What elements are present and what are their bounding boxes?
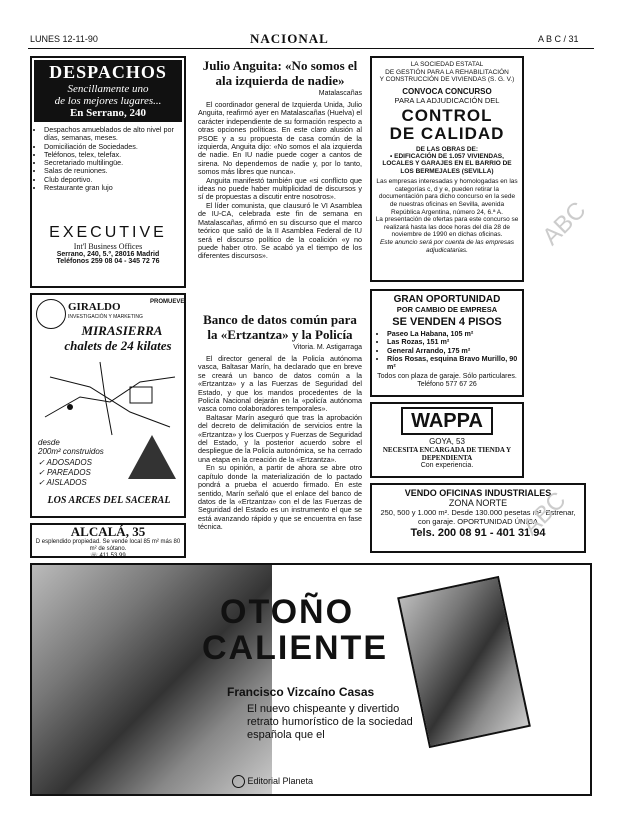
control-org-3: Y CONSTRUCCIÓN DE VIVIENDAS (S. G. V.): [379, 76, 515, 83]
control-title-1: CONTROL: [401, 105, 493, 125]
control-org-1: LA SOCIEDAD ESTATAL: [410, 61, 484, 68]
list-item: ✓ AISLADOS: [38, 478, 87, 487]
despachos-ad: [30, 56, 186, 288]
list-item: • General Arrando, 175 m²: [387, 347, 519, 355]
list-item: ✓ PAREADOS: [38, 468, 91, 477]
planeta-ad: [30, 563, 592, 796]
despachos-title: DESPACHOS: [49, 62, 167, 82]
giraldo-from: desde: [38, 438, 60, 447]
article-paragraph: Baltasar Marín aseguró que tras la aprobación del decreto de delimitación de servicios entre la «Ertzantza» y los Cuerpos y Fuerzas de Seguridad del Estado, y la posterior acuerdo sobre el despliegue de la Policía autonómica, se ha cerrado una etapa en la creación de la «Ertzantza».: [198, 412, 362, 464]
alcala-phone: ☏ 411 53 99: [90, 553, 126, 559]
article-headline: Banco de datos común para la «Ertzantza» y la Policía: [203, 312, 357, 342]
publisher-name: Editorial Planeta: [247, 775, 314, 786]
header-rule: [28, 48, 594, 49]
type-label: ADOSADOS: [46, 458, 92, 467]
watermark: ABC: [537, 196, 592, 251]
oportunidad-title: GRAN OPORTUNIDAD: [393, 294, 501, 305]
wappa-exp: Con experiencia.: [420, 462, 474, 469]
executive-phone: Teléfonos 259 08 04 - 345 72 76: [56, 258, 160, 266]
control-title-2: DE CALIDAD: [389, 123, 505, 143]
page-date: LUNES 12-11-90: [30, 34, 98, 44]
article-paragraph: El líder comunista, que clausuró le VI Asamblea de IU-CA, celebrada este fin de semana en Matalascañas, afirmó en su discurso que el marco teórico que salió de la II Asamblea Federal de IU será el discurso político de la coalición «y no puede haber otro. Se acabó ya el tiempo de los diferentes discursos».: [198, 200, 362, 261]
control-text-3: Este anuncio será por cuenta de las empresas adjudicatarias.: [379, 239, 515, 254]
despachos-location: En Serrano, 240: [69, 107, 147, 119]
article-headline: Julio Anguita: «No somos el ala izquierda de nadie»: [202, 58, 358, 88]
oficinas-zone: ZONA NORTE: [448, 498, 508, 508]
executive-logo: EXECUTIVE: [49, 224, 167, 242]
control-text-1: Las empresas interesadas y homologadas en las categorías c, d y e, pueden retirar la documentación para dicho concurso en la sede de nuestras oficinas en Sevilla, avenida República Argentina, número 24, 6.ª A.: [376, 178, 518, 216]
giraldo-headline-2: chalets de 24 kilates: [64, 338, 172, 353]
despachos-bullets: [32, 126, 184, 192]
article-paragraph: Anguita manifestó también que «si conflicto que ideas no puede haber multiplicidad de discursos y sí de propuestas a discutir entre nosotros».: [198, 175, 362, 202]
oficinas-title: VENDO OFICINAS INDUSTRIALES: [404, 488, 552, 498]
executive-address: Serrano, 240, 5.º, 28016 Madrid: [56, 251, 160, 259]
article-paragraph: En su opinión, a partir de ahora se abre otro capítulo donde la materialización de lo pactado pondrá a prueba el acuerdo firmado. En este sentido, Marín señaló que el enlace del banco de datos de la «Ertzantza» con el de las Fuerzas de Seguridad del Estado es un instrumento el que se está avanzando rápido y que se encuentra en fase técnica.: [198, 463, 362, 532]
wappa-logo: [401, 407, 493, 435]
giraldo-tag: PROMUEVE: [150, 299, 185, 305]
wappa-brand: WAPPA: [411, 410, 483, 432]
article-byline: Matalascañas: [318, 90, 362, 97]
blurb-line: española que el: [247, 729, 325, 741]
book-author: Francisco Vizcaíno Casas: [227, 685, 375, 699]
oportunidad-footer: Todos con plaza de garaje. Sólo particulares. Teléfono 577 67 26: [377, 373, 517, 389]
type-label: PAREADOS: [46, 468, 91, 477]
wappa-ad: [370, 402, 524, 478]
list-item: • Salas de reuniones.: [44, 167, 184, 175]
list-item: • Paseo La Habana, 105 m²: [387, 330, 519, 338]
giraldo-project: LOS ARCES DEL SACERAL: [47, 495, 171, 506]
tree-icon: [128, 435, 180, 485]
book-title-1: OTOÑO: [220, 593, 355, 631]
list-item: • Ríos Rosas, esquina Bravo Murillo, 90 m²: [387, 355, 519, 372]
list-item: • Secretariado multilingüe.: [44, 159, 184, 167]
control-obras: DE LAS OBRAS DE:: [415, 145, 479, 153]
giraldo-area: 200m² construidos: [38, 447, 104, 456]
control-detail: • EDIFICACIÓN DE 1.057 VIVIENDAS, LOCALES Y GARAJES EN EL BARRIO DE LOS BERMEJALES (SEVILLA): [382, 152, 512, 175]
blurb-line: El nuevo chispeante y divertido: [247, 703, 400, 715]
publisher-line: [232, 775, 313, 788]
oportunidad-ad: [370, 289, 524, 397]
oportunidad-headline: SE VENDEN 4 PISOS: [392, 316, 502, 328]
despachos-subtitle-1: Sencillamente uno: [67, 83, 149, 95]
oficinas-phone: Tels. 200 08 91 - 401 31 94: [410, 527, 546, 539]
article-paragraph: El coordinador general de Izquierda Unida, Julio Anguita, reafirmó ayer en Matalascañas (Huelva) el carácter independiente de su formación respecto a otras opciones políticas. En este claro alusión al PSOE y a su propuesta de casa común de la izquierda, Anguita dijo: «No somos el ala izquierda de nadie. En IU nadie puede coger a cantos de sirena. No dependemos de nadie y, por lo tanto, somos más libres que nunca».: [198, 100, 362, 177]
article-paragraph: El director general de la Policía autónoma vasca, Baltasar Marín, ha declarado que en breve se creará un banco de datos común a la «Ertzantza» y a las Fuerzas de Seguridad del Estado, y que los mandos procedentes de la Policía Nacional dejarán en la «policía autónoma vasca como colaboradores temporales».: [198, 354, 362, 414]
list-item: • Despachos amueblados de alto nivel por días, semanas, meses.: [44, 126, 184, 143]
control-text-2: La presentación de ofertas para este concurso se realizará hasta las doce horas del día 28 de noviembre de 1990 en dichas oficinas.: [375, 216, 519, 239]
control-para: PARA LA ADJUDICACIÓN DEL: [394, 95, 500, 105]
executive-sub: Int'l Business Offices: [73, 242, 143, 252]
list-item: • Teléfonos, telex, telefax.: [44, 151, 184, 159]
article-byline: Vitoria. M. Astigarraga: [293, 344, 362, 351]
control-convoca: CONVOCA CONCURSO: [402, 86, 492, 96]
section-title: NACIONAL: [250, 31, 329, 46]
watermark: ABC: [517, 486, 572, 541]
control-org-2: DE GESTIÓN PARA LA REHABILITACIÓN: [385, 68, 509, 76]
alcala-ad: [30, 523, 186, 558]
giraldo-map: [40, 357, 180, 437]
oportunidad-subtitle: POR CAMBIO DE EMPRESA: [396, 305, 498, 314]
planeta-logo-icon: [232, 775, 245, 788]
list-item: • Las Rozas, 151 m²: [387, 338, 519, 346]
list-item: • Restaurante gran lujo: [44, 184, 184, 192]
list-item: • Domiciliación de Sociedades.: [44, 143, 184, 151]
giraldo-ad: [30, 293, 186, 518]
oficinas-text: 250, 500 y 1.000 m². Desde 130.000 pesetas m². Estrenar, con garaje. OPORTUNIDAD ÚNICA: [380, 508, 576, 526]
alcala-title: ALCALÁ, 35: [70, 524, 146, 539]
article-anguita: [198, 58, 362, 261]
page-number: A B C / 31: [538, 34, 579, 44]
giraldo-types: [38, 458, 92, 488]
list-item: • Club deportivo.: [44, 176, 184, 184]
alcala-text: D esplendido propiedad. Se vende local 85 m² más 80 m² de sótano.: [35, 539, 181, 552]
giraldo-brand: GIRALDO: [68, 301, 121, 313]
type-label: AISLADOS: [46, 478, 87, 487]
wappa-address: GOYA, 53: [429, 437, 465, 446]
giraldo-tagline: INVESTIGACIÓN Y MARKETING: [68, 314, 143, 320]
oportunidad-items: [375, 330, 519, 371]
book-blurb: [247, 703, 413, 742]
control-ad: [370, 56, 524, 282]
book-title-2: CALIENTE: [202, 629, 388, 667]
book-cover: [397, 576, 531, 748]
giraldo-headline-1: MIRASIERRA: [81, 323, 163, 338]
blurb-line: retrato humorístico de la sociedad: [247, 716, 413, 728]
despachos-subtitle-2: de los mejores lugares...: [54, 95, 162, 107]
list-item: ✓ ADOSADOS: [38, 458, 92, 467]
wappa-needed: NECESITA ENCARGADA DE TIENDA Y DEPENDIENTA: [382, 446, 512, 462]
despachos-banner: [34, 60, 182, 122]
article-ertzantza: [198, 312, 362, 532]
